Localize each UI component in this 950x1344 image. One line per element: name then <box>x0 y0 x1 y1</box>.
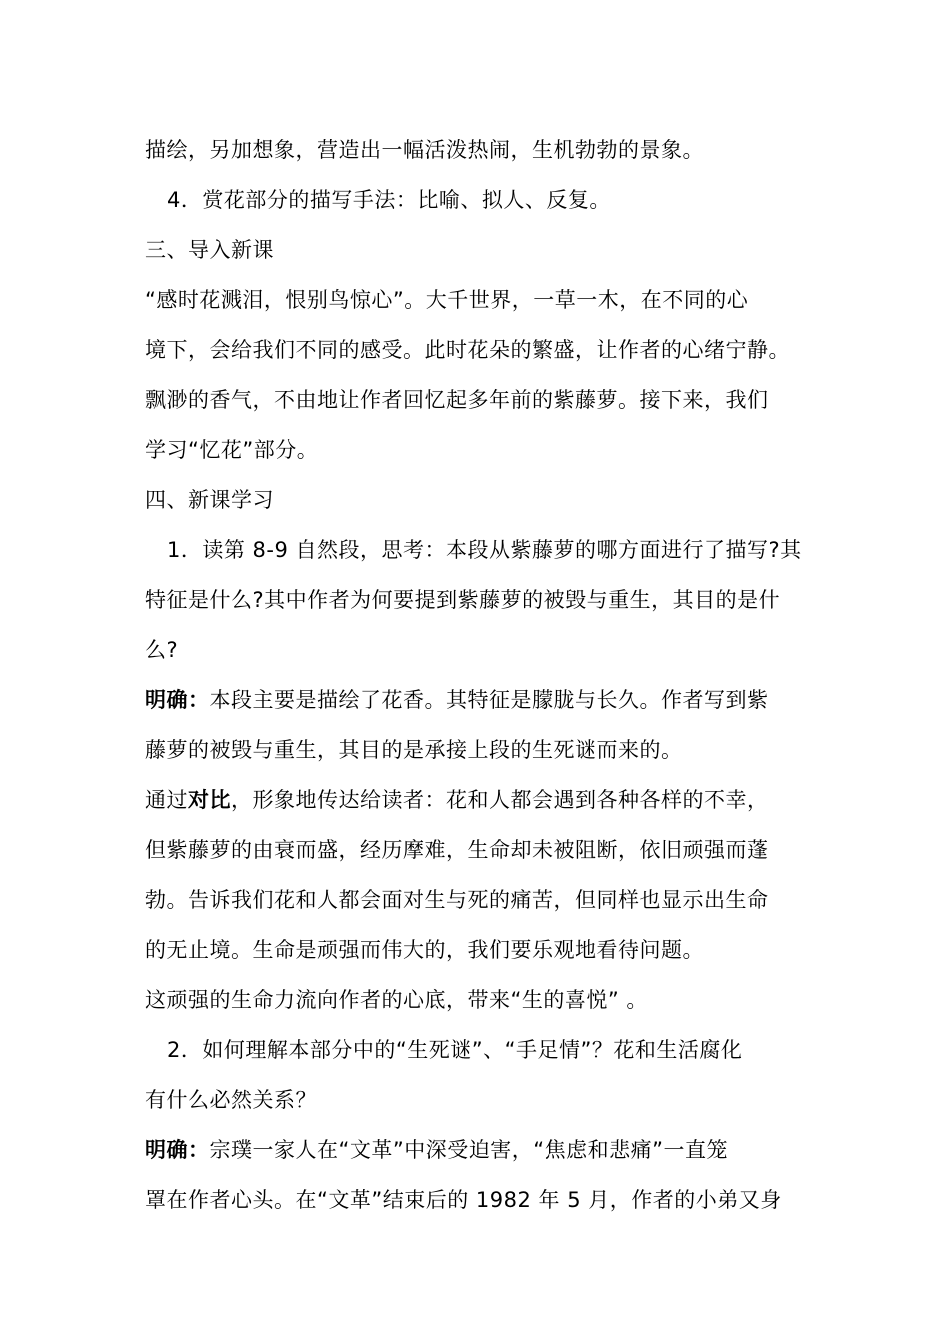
paragraph-line: 但紫藤萝的由衰而盛，经历摩难，生命却未被阻断，依旧顽强而蓬 <box>145 838 769 862</box>
paragraph-line: 学习“忆花”部分。 <box>145 438 319 462</box>
question-1-line: 特征是什么?其中作者为何要提到紫藤萝的被毁与重生，其目的是什 <box>145 588 781 612</box>
question-2-line: 2．如何理解本部分中的“生死谜”、“手足情”？花和生活腐化 <box>167 1038 743 1062</box>
question-1-line: 1．读第 8-9 自然段，思考：本段从紫藤萝的哪方面进行了描写?其 <box>167 538 802 562</box>
section-heading-4: 四、新课学习 <box>145 488 274 512</box>
section-heading-3: 三、导入新课 <box>145 238 274 262</box>
question-2-line: 有什么必然关系？ <box>145 1088 317 1112</box>
bold-term: 对比 <box>188 788 231 812</box>
paragraph-line: 飘渺的香气，不由地让作者回忆起多年前的紫藤萝。接下来，我们 <box>145 388 769 412</box>
paragraph-line: 描绘，另加想象，营造出一幅活泼热闹，生机勃勃的景象。 <box>145 138 704 162</box>
answer-2-line: 明确：宗璞一家人在“文革”中深受迫害，“焦虑和悲痛”一直笼 <box>145 1138 729 1162</box>
answer-1-line: 明确：本段主要是描绘了花香。其特征是朦胧与长久。作者写到紫 <box>145 688 769 712</box>
paragraph-line: 这顽强的生命力流向作者的心底，带来“生的喜悦” 。 <box>145 988 648 1012</box>
answer-label: 明确： <box>145 1138 210 1162</box>
paragraph-line: “感时花溅泪，恨别鸟惊心”。大千世界，一草一木，在不同的心 <box>145 288 749 312</box>
question-1-line: 么? <box>145 638 179 662</box>
answer-label: 明确： <box>145 688 210 712</box>
list-item-4: 4．赏花部分的描写手法：比喻、拟人、反复。 <box>167 188 611 212</box>
answer-1-line: 藤萝的被毁与重生，其目的是承接上段的生死谜而来的。 <box>145 738 683 762</box>
paragraph-line: 境下，会给我们不同的感受。此时花朵的繁盛，让作者的心绪宁静。 <box>145 338 790 362</box>
answer-2-line: 罩在作者心头。在“文革”结束后的 1982 年 5 月，作者的小弟又身 <box>145 1188 782 1212</box>
paragraph-line: 的无止境。生命是顽强而伟大的，我们要乐观地看待问题。 <box>145 938 704 962</box>
paragraph-line: 勃。告诉我们花和人都会面对生与死的痛苦，但同样也显示出生命 <box>145 888 769 912</box>
paragraph-line: 通过对比，形象地传达给读者：花和人都会遇到各种各样的不幸， <box>145 788 769 812</box>
